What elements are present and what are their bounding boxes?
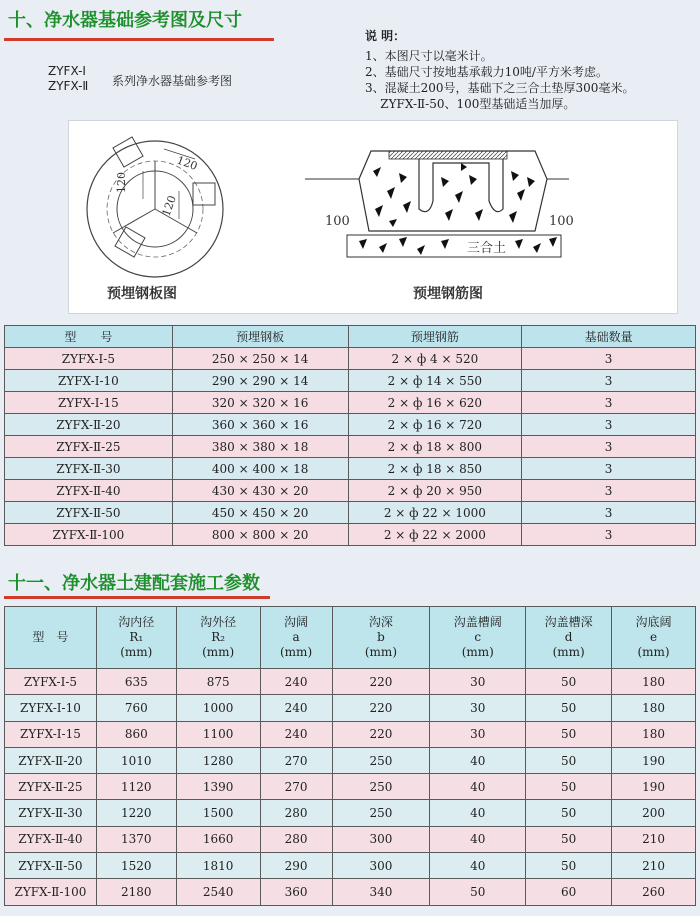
column-header-inner-radius [96, 607, 176, 669]
cell-rebar: 2 × ф 14 × 550 [348, 370, 522, 392]
cell-cover-groove-depth: 50 [526, 721, 612, 747]
cell-trench-depth: 220 [332, 695, 430, 721]
header-line: (mm) [280, 645, 313, 659]
cell-inner-radius: 860 [96, 721, 176, 747]
column-header-rebar: 预埋钢筋 [348, 326, 522, 348]
civil-parameters-table [4, 606, 696, 906]
header-line: (mm) [552, 645, 585, 659]
cell-model: ZYFX-Ⅱ-40 [5, 480, 173, 502]
cell-trench-depth: 250 [332, 747, 430, 773]
plate-caption: 预埋钢板图 [107, 286, 177, 302]
cell-trench-depth: 300 [332, 853, 430, 879]
cell-quantity: 3 [522, 348, 696, 370]
table-row [5, 370, 696, 392]
cell-quantity: 3 [522, 370, 696, 392]
cell-inner-radius: 2180 [96, 879, 176, 905]
note-item-1: 1、本图尺寸以毫米计。 [365, 49, 493, 63]
cell-model: ZYFX-Ⅰ-5 [5, 669, 97, 695]
cell-inner-radius: 1120 [96, 774, 176, 800]
cell-trench-width: 290 [260, 853, 332, 879]
section-1-underline [4, 38, 274, 41]
cell-cover-groove-width: 30 [430, 669, 526, 695]
cell-cover-groove-depth: 50 [526, 695, 612, 721]
cell-inner-radius: 1370 [96, 826, 176, 852]
cell-cover-groove-depth: 50 [526, 774, 612, 800]
table-row [5, 669, 696, 695]
cell-cover-groove-depth: 50 [526, 853, 612, 879]
cell-outer-radius: 2540 [176, 879, 260, 905]
cell-model: ZYFX-Ⅱ-100 [5, 524, 173, 546]
rebar-dim-left: 100 [325, 214, 350, 229]
cell-cover-groove-width: 30 [430, 695, 526, 721]
cell-model: ZYFX-Ⅱ-50 [5, 853, 97, 879]
cell-bottom-width: 200 [612, 800, 696, 826]
table-row [5, 695, 696, 721]
cell-outer-radius: 1100 [176, 721, 260, 747]
cell-plate: 400 × 400 × 18 [172, 458, 348, 480]
cell-model: ZYFX-Ⅱ-20 [5, 747, 97, 773]
cell-rebar: 2 × ф 4 × 520 [348, 348, 522, 370]
cell-quantity: 3 [522, 436, 696, 458]
cell-plate: 800 × 800 × 20 [172, 524, 348, 546]
section-1-title: 十、净水器基础参考图及尺寸 [8, 10, 242, 31]
table-row [5, 348, 696, 370]
cell-trench-width: 240 [260, 721, 332, 747]
cell-rebar: 2 × ф 18 × 800 [348, 436, 522, 458]
cell-trench-width: 270 [260, 774, 332, 800]
cell-cover-groove-width: 50 [430, 879, 526, 905]
series-line-1: ZYFX-Ⅰ [48, 64, 86, 78]
cell-bottom-width: 180 [612, 721, 696, 747]
header-line: 沟内径 [118, 615, 155, 629]
cell-outer-radius: 1280 [176, 747, 260, 773]
cell-outer-radius: 1390 [176, 774, 260, 800]
column-header-plate: 预埋钢板 [172, 326, 348, 348]
header-line: R₂ [211, 630, 226, 644]
cell-model: ZYFX-Ⅱ-30 [5, 458, 173, 480]
cell-cover-groove-depth: 60 [526, 879, 612, 905]
cell-trench-width: 240 [260, 695, 332, 721]
cell-trench-width: 280 [260, 826, 332, 852]
cell-inner-radius: 1220 [96, 800, 176, 826]
column-header-outer-radius [176, 607, 260, 669]
cell-outer-radius: 1000 [176, 695, 260, 721]
cell-cover-groove-depth: 50 [526, 669, 612, 695]
cell-outer-radius: 1500 [176, 800, 260, 826]
cell-inner-radius: 760 [96, 695, 176, 721]
cell-trench-width: 240 [260, 669, 332, 695]
column-header-quantity: 基础数量 [522, 326, 696, 348]
plate-dim-b: 120 [115, 172, 128, 193]
foundation-spec-table [4, 325, 696, 546]
header-line: 沟盖槽深 [544, 615, 593, 629]
cell-plate: 430 × 430 × 20 [172, 480, 348, 502]
cell-trench-width: 360 [260, 879, 332, 905]
header-line: (mm) [120, 645, 153, 659]
column-header-model [5, 607, 97, 669]
header-line: R₁ [129, 630, 144, 644]
cell-bottom-width: 190 [612, 774, 696, 800]
series-description: 系列净水器基础参考图 [112, 74, 233, 88]
cell-cover-groove-width: 40 [430, 747, 526, 773]
cell-trench-depth: 220 [332, 721, 430, 747]
cell-plate: 450 × 450 × 20 [172, 502, 348, 524]
cell-trench-depth: 340 [332, 879, 430, 905]
cell-model: ZYFX-Ⅱ-20 [5, 414, 173, 436]
cell-outer-radius: 875 [176, 669, 260, 695]
cell-trench-depth: 300 [332, 826, 430, 852]
cell-quantity: 3 [522, 502, 696, 524]
plate-dim-c: 120 [159, 193, 180, 219]
table-row [5, 524, 696, 546]
header-line: 沟底阔 [635, 615, 672, 629]
cell-inner-radius: 1010 [96, 747, 176, 773]
cell-model: ZYFX-Ⅱ-30 [5, 800, 97, 826]
cell-inner-radius: 1520 [96, 853, 176, 879]
note-item-3: 3、混凝土200号，基础下之三合土垫厚300毫米。 [365, 81, 635, 95]
header-line: e [649, 630, 658, 644]
cell-bottom-width: 210 [612, 853, 696, 879]
cell-model: ZYFX-Ⅰ-15 [5, 392, 173, 414]
column-header-bottom-width [612, 607, 696, 669]
cell-quantity: 3 [522, 458, 696, 480]
header-line: 型 号 [32, 630, 69, 644]
notes-block [365, 28, 634, 112]
column-header-trench-width [260, 607, 332, 669]
header-line: (mm) [364, 645, 397, 659]
cell-model: ZYFX-Ⅱ-100 [5, 879, 97, 905]
cell-model: ZYFX-Ⅱ-50 [5, 502, 173, 524]
rebar-section-drawing [305, 151, 569, 257]
table-header-row [5, 326, 696, 348]
table-header-row [5, 607, 696, 669]
cell-quantity: 3 [522, 414, 696, 436]
table-row [5, 721, 696, 747]
cell-plate: 290 × 290 × 14 [172, 370, 348, 392]
cell-model: ZYFX-Ⅱ-25 [5, 436, 173, 458]
notes-title: 说 明： [365, 29, 406, 43]
header-line: d [564, 630, 573, 644]
header-line: 沟外径 [200, 615, 237, 629]
table-row [5, 502, 696, 524]
rebar-fill-label: 三合土 [467, 241, 507, 256]
cell-plate: 360 × 360 × 16 [172, 414, 348, 436]
cell-trench-depth: 250 [332, 800, 430, 826]
cell-bottom-width: 180 [612, 695, 696, 721]
section-2-title: 十一、净水器土建配套施工参数 [8, 573, 260, 594]
cell-plate: 250 × 250 × 14 [172, 348, 348, 370]
header-line: a [292, 630, 300, 644]
cell-rebar: 2 × ф 22 × 1000 [348, 502, 522, 524]
cell-inner-radius: 635 [96, 669, 176, 695]
table-row [5, 414, 696, 436]
rebar-caption: 预埋钢筋图 [413, 286, 483, 302]
note-item-4: ZYFX-Ⅱ-50、100型基础适当加厚。 [365, 97, 576, 111]
cell-bottom-width: 180 [612, 669, 696, 695]
cell-model: ZYFX-Ⅱ-40 [5, 826, 97, 852]
cell-cover-groove-depth: 50 [526, 747, 612, 773]
cell-trench-width: 270 [260, 747, 332, 773]
table-row [5, 879, 696, 905]
note-item-2: 2、基础尺寸按地基承载力10吨/平方米考虑。 [365, 65, 608, 79]
cell-plate: 380 × 380 × 18 [172, 436, 348, 458]
header-line: (mm) [461, 645, 494, 659]
cell-cover-groove-depth: 50 [526, 800, 612, 826]
header-line: 沟阔 [284, 615, 309, 629]
cell-rebar: 2 × ф 20 × 950 [348, 480, 522, 502]
header-line: (mm) [202, 645, 235, 659]
cell-quantity: 3 [522, 392, 696, 414]
cell-model: ZYFX-Ⅱ-25 [5, 774, 97, 800]
cell-cover-groove-width: 30 [430, 721, 526, 747]
cell-rebar: 2 × ф 22 × 2000 [348, 524, 522, 546]
cell-outer-radius: 1810 [176, 853, 260, 879]
section-2-underline [4, 596, 270, 599]
table-row [5, 436, 696, 458]
cell-outer-radius: 1660 [176, 826, 260, 852]
column-header-cover-groove-depth [526, 607, 612, 669]
header-line: b [377, 630, 385, 644]
column-header-cover-groove-width [430, 607, 526, 669]
table-row [5, 853, 696, 879]
table-row [5, 392, 696, 414]
table-row [5, 774, 696, 800]
cell-cover-groove-depth: 50 [526, 826, 612, 852]
cell-trench-depth: 250 [332, 774, 430, 800]
plate-plan-drawing [87, 137, 223, 277]
cell-quantity: 3 [522, 524, 696, 546]
header-line: 沟盖槽阔 [453, 615, 502, 629]
header-line: 沟深 [368, 615, 393, 629]
cell-cover-groove-width: 40 [430, 800, 526, 826]
cell-quantity: 3 [522, 480, 696, 502]
plate-dim-a: 120 [174, 153, 200, 174]
cell-model: ZYFX-Ⅰ-5 [5, 348, 173, 370]
series-labels [48, 64, 88, 94]
column-header-trench-depth [332, 607, 430, 669]
cell-rebar: 2 × ф 18 × 850 [348, 458, 522, 480]
cell-model: ZYFX-Ⅰ-10 [5, 370, 173, 392]
header-line: c [474, 630, 482, 644]
table-row [5, 458, 696, 480]
cell-bottom-width: 260 [612, 879, 696, 905]
cell-bottom-width: 210 [612, 826, 696, 852]
cell-trench-width: 280 [260, 800, 332, 826]
cell-cover-groove-width: 40 [430, 774, 526, 800]
table-row [5, 826, 696, 852]
cell-cover-groove-width: 40 [430, 853, 526, 879]
foundation-figure-panel [68, 120, 678, 314]
cell-bottom-width: 190 [612, 747, 696, 773]
cell-cover-groove-width: 40 [430, 826, 526, 852]
table-row [5, 480, 696, 502]
header-line: (mm) [637, 645, 670, 659]
cell-trench-depth: 220 [332, 669, 430, 695]
series-line-2: ZYFX-Ⅱ [48, 79, 89, 93]
table-row [5, 747, 696, 773]
cell-plate: 320 × 320 × 16 [172, 392, 348, 414]
rebar-dim-right: 100 [549, 214, 574, 229]
cell-rebar: 2 × ф 16 × 620 [348, 392, 522, 414]
cell-model: ZYFX-Ⅰ-10 [5, 695, 97, 721]
column-header-model: 型 号 [5, 326, 173, 348]
cell-rebar: 2 × ф 16 × 720 [348, 414, 522, 436]
cell-model: ZYFX-Ⅰ-15 [5, 721, 97, 747]
table-row [5, 800, 696, 826]
